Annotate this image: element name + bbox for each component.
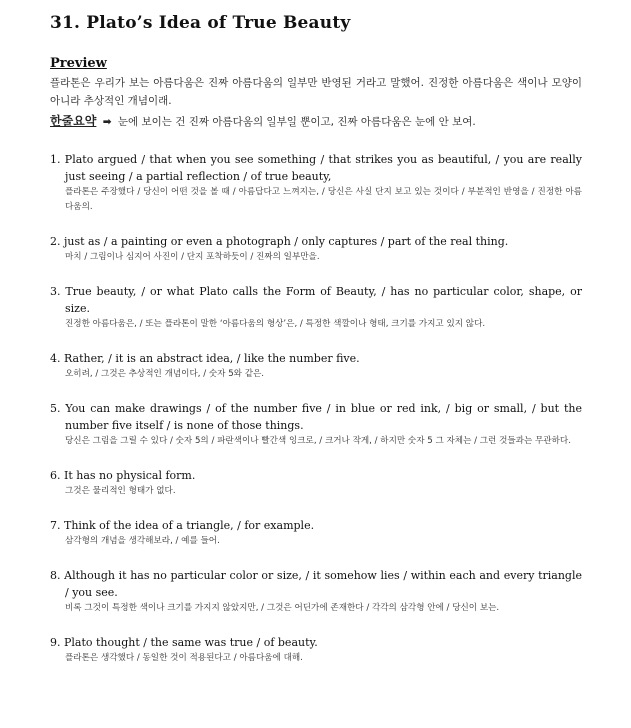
english-sentence: 4. Rather, / it is an abstract idea, / like the number five. (50, 352, 360, 365)
korean-translation: 오히려, / 그것은 추상적인 개념이다, / 숫자 5와 같은. (65, 369, 265, 379)
summary-text: 눈에 보이는 건 진짜 아름다움의 일부일 뿐이고, 진짜 아름다움은 눈에 안 보여. (117, 116, 476, 128)
korean-translation: 진정한 아름다움은, / 또는 플라톤이 말한 ‘아름다움의 형상’은, / 특정한 색깔이나 형태, 크기를 가지고 있지 않다. (65, 319, 486, 329)
preview-text: 플라톤은 우리가 보는 아름다움은 진짜 아름다움의 일부만 반영된 거라고 말했어. 진정한 아름다움은 색이나 모양이 아니라 추상적인 개념이래. (50, 77, 582, 107)
arrow-right-icon: ➡ (102, 116, 112, 128)
korean-translation: 마치 / 그림이나 심지어 사진이 / 단지 포착하듯이 / 진짜의 일부만을. (65, 252, 320, 262)
english-sentence: 3. True beauty, / or what Plato calls the Form of Beauty, / has no particular color, shape, or size. (50, 285, 582, 315)
english-sentence: 2. just as / a painting or even a photograph / only captures / part of the real thing. (50, 235, 509, 248)
english-sentence: 7. Think of the idea of a triangle, / for example. (50, 519, 315, 532)
korean-translation: 플라톤은 생각했다 / 동일한 것이 적용된다고 / 아름다움에 대해. (65, 653, 303, 663)
sentence-item-6 (50, 467, 582, 499)
sentence-item-7 (50, 517, 582, 549)
sentence-item-2 (50, 233, 582, 265)
english-sentence: 8. Although it has no particular color or size, / it somehow lies / within each and every triangle / you see. (50, 569, 582, 599)
worksheet-page (50, 12, 582, 684)
korean-translation: 그것은 물리적인 형태가 없다. (65, 486, 176, 496)
preview-heading: Preview (50, 56, 107, 71)
sentence-item-4 (50, 350, 582, 382)
english-sentence: 5. You can make drawings / of the number five / in blue or red ink, / big or small, / but the number five itself / is none of those things. (50, 402, 582, 432)
page-title: 31. Plato’s Idea of True Beauty (50, 13, 351, 33)
korean-translation: 플라톤은 주장했다 / 당신이 어떤 것을 볼 때 / 아름답다고 느껴지는, / 당신은 사실 단지 보고 있는 것이다 / 부분적인 반영을 / 진정한 아름다움의. (65, 187, 582, 212)
sentence-item-8 (50, 567, 582, 616)
korean-translation: 당신은 그림을 그릴 수 있다 / 숫자 5의 / 파란색이나 빨간색 잉크로, / 크거나 작게, / 하지만 숫자 5 그 자체는 / 그런 것들과는 무관하다. (65, 436, 571, 446)
korean-translation: 삼각형의 개념을 생각해보라, / 예를 들어. (65, 536, 220, 546)
korean-translation: 비록 그것이 특정한 색이나 크기를 가지지 않았지만, / 그것은 어딘가에 존재한다 / 각각의 삼각형 안에 / 당신이 보는. (65, 603, 500, 613)
english-sentence: 9. Plato thought / the same was true / of beauty. (50, 636, 318, 649)
sentence-item-9 (50, 634, 582, 666)
sentence-item-3 (50, 283, 582, 332)
sentence-item-5 (50, 400, 582, 449)
english-sentence: 6. It has no physical form. (50, 469, 196, 482)
sentence-item-1 (50, 151, 582, 215)
one-line-summary (50, 112, 582, 131)
summary-label: 한줄요약 (50, 114, 97, 128)
english-sentence: 1. Plato argued / that when you see something / that strikes you as beautiful, / you are really just seeing / a partial reflection / of true beauty, (50, 153, 582, 183)
sentence-list (50, 151, 582, 666)
